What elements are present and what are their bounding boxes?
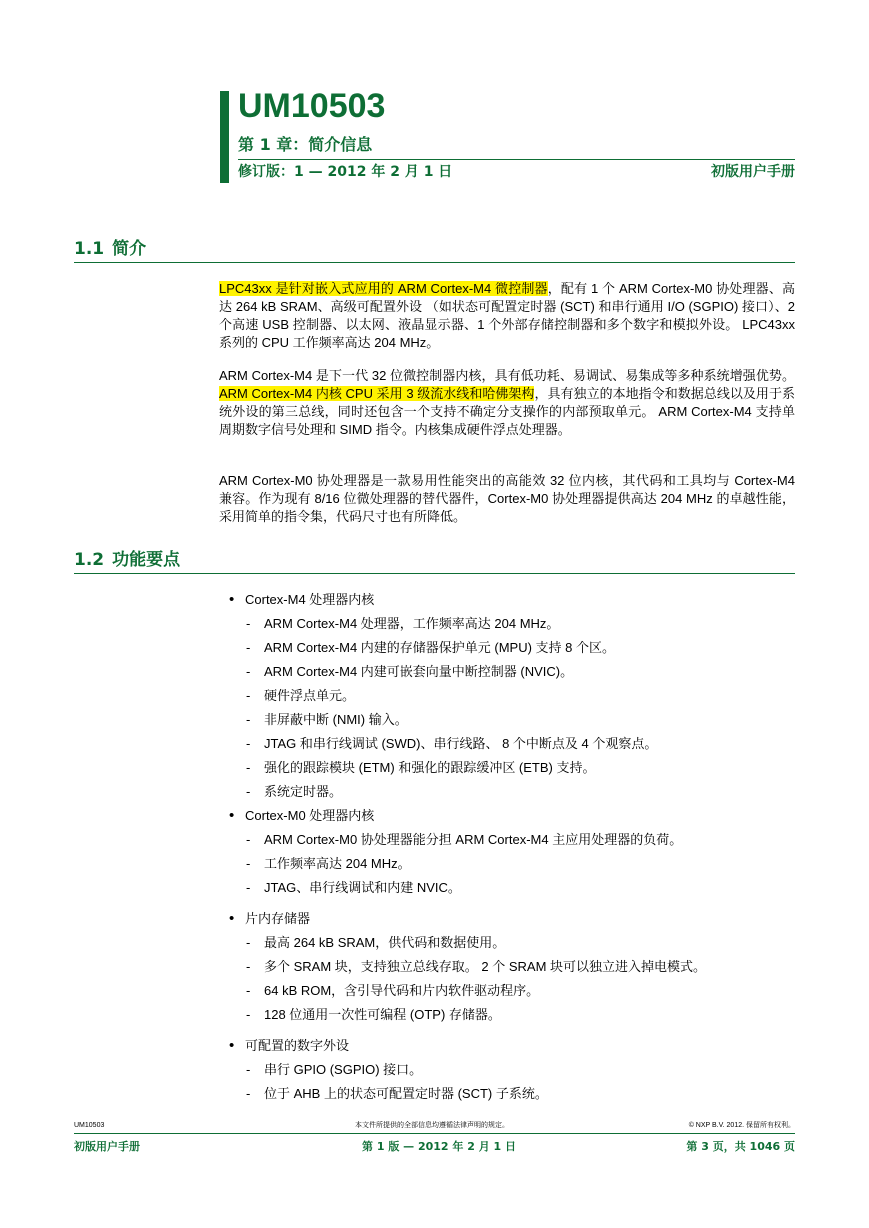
bullet-icon: • <box>229 1037 235 1054</box>
section-title: 功能要点 <box>112 550 181 570</box>
paragraph-text: ARM Cortex-M4 是下一代 32 位微控制器内核，具有低功耗、易调试、易集成等多种系统增强优势。 <box>219 368 795 383</box>
footer-divider <box>74 1133 795 1134</box>
dash-icon: - <box>246 712 251 727</box>
dash-icon: - <box>246 760 251 775</box>
feature-item-text: 串行 GPIO (SGPIO) 接口。 <box>264 1062 423 1077</box>
feature-item-text: JTAG 和串行线调试 (SWD)、串行线路、 8 个中断点及 4 个观察点。 <box>264 736 658 751</box>
feature-item-text: 非屏蔽中断 (NMI) 输入。 <box>264 712 408 727</box>
intro-paragraph-3: ARM Cortex-M0 协处理器是一款易用性能突出的高能效 32 位内核，其代码和工具均与 Cortex-M4 兼容。作为现有 8/16 位微处理器的替代器件，Cortex-M0 协处理器提供高达 204 MHz 的卓越性能，采用简单的指令集，代码尺寸也有所降低。 <box>219 473 795 524</box>
dash-icon: - <box>246 616 251 631</box>
feature-item <box>246 855 411 873</box>
dash-icon: - <box>246 736 251 751</box>
feature-item <box>246 663 573 681</box>
dash-icon: - <box>246 664 251 679</box>
feature-item <box>246 639 615 657</box>
feature-item <box>246 958 706 976</box>
footer-page-number: 第 3 页，共 1046 页 <box>686 1140 795 1153</box>
feature-item <box>246 831 682 849</box>
feature-item <box>246 982 539 1000</box>
feature-item <box>246 783 342 801</box>
dash-icon: - <box>246 784 251 799</box>
manual-type: 初版用户手册 <box>711 164 795 180</box>
dash-icon: - <box>246 1007 251 1022</box>
feature-item <box>246 759 596 777</box>
section-heading-features <box>74 548 795 574</box>
footer-edition: 第 1 版 — 2012 年 2 月 1 日 <box>362 1140 517 1153</box>
feature-item <box>246 735 657 753</box>
revision-line: 修订版：1 — 2012 年 2 月 1 日 <box>238 164 453 180</box>
feature-item <box>246 687 355 705</box>
dash-icon: - <box>246 880 251 895</box>
footer-doc-id: UM10503 <box>74 1122 105 1129</box>
feature-group <box>229 1037 349 1055</box>
feature-item-text: 64 kB ROM，含引导代码和片内软件驱动程序。 <box>264 983 540 998</box>
intro-paragraph-2 <box>219 367 795 439</box>
feature-item-text: 工作频率高达 204 MHz。 <box>264 856 411 871</box>
feature-item <box>246 1061 422 1079</box>
footer-manual-type: 初版用户手册 <box>74 1140 140 1153</box>
feature-item-text: ARM Cortex-M0 协处理器能分担 ARM Cortex-M4 主应用处理器的负荷。 <box>264 832 683 847</box>
feature-group <box>229 910 310 928</box>
paragraph-text: ，具有独立的本地指令和数据总线以及用于系统外设的第三总线，同时还包含一个支持不确定分支操作的内部预取单元。 ARM Cortex-M4 支持单周期数字信号处理和 SIMD 指令。内核集成硬件浮点处理器。 <box>219 386 795 437</box>
dash-icon: - <box>246 959 251 974</box>
feature-item-text: ARM Cortex-M4 内建的存储器保护单元 (MPU) 支持 8 个区。 <box>264 640 616 655</box>
dash-icon: - <box>246 640 251 655</box>
feature-item <box>246 615 559 633</box>
feature-group-label: 可配置的数字外设 <box>245 1038 350 1053</box>
section-number: 1.1 <box>74 239 105 259</box>
feature-group-label: 片内存储器 <box>245 911 311 926</box>
section-heading-intro <box>74 237 795 263</box>
dash-icon: - <box>246 688 251 703</box>
feature-item-text: 位于 AHB 上的状态可配置定时器 (SCT) 子系统。 <box>264 1086 548 1101</box>
dash-icon: - <box>246 983 251 998</box>
bullet-icon: • <box>229 807 235 824</box>
feature-item-text: 128 位通用一次性可编程 (OTP) 存储器。 <box>264 1007 501 1022</box>
feature-item-text: 系统定时器。 <box>264 784 343 799</box>
feature-item-text: ARM Cortex-M4 处理器，工作频率高达 204 MHz。 <box>264 616 560 631</box>
section-number: 1.2 <box>74 550 105 570</box>
dash-icon: - <box>246 1086 251 1101</box>
highlighted-text: ARM Cortex-M4 内核 CPU 采用 3 级流水线和哈佛架构 <box>219 386 535 401</box>
feature-item-text: ARM Cortex-M4 内建可嵌套向量中断控制器 (NVIC)。 <box>264 664 574 679</box>
highlighted-text: LPC43xx 是针对嵌入式应用的 ARM Cortex-M4 微控制器 <box>219 281 548 296</box>
paragraph-text: ，配有 1 个 ARM Cortex-M0 协处理器、高达 264 kB SRAM、高级可配置外设 （如状态可配置定时器 (SCT) 和串行通用 I/O (SGPIO) 接口）、2 个高速 USB 控制器、以太网、液晶显示器、1 个外部存储控制器和多个数字和模拟外设。 LPC43xx 系列的 CPU 工作频率高达 204 MHz。 <box>219 281 796 350</box>
feature-group-label: Cortex-M0 处理器内核 <box>245 808 375 823</box>
footer-copyright: © NXP B.V. 2012. 保留所有权利。 <box>688 1122 795 1129</box>
intro-paragraph-1 <box>219 280 795 352</box>
header-divider <box>238 159 795 160</box>
section-title: 简介 <box>112 239 147 259</box>
feature-item-text: JTAG、串行线调试和内建 NVIC。 <box>264 880 461 895</box>
feature-group <box>229 591 374 609</box>
dash-icon: - <box>246 832 251 847</box>
dash-icon: - <box>246 935 251 950</box>
bullet-icon: • <box>229 591 235 608</box>
document-id: UM10503 <box>238 87 386 125</box>
footer-legal-notice: 本文件所提供的全部信息均遵循法律声明的规定。 <box>355 1122 509 1129</box>
chapter-title: 第 1 章：简介信息 <box>238 135 373 154</box>
feature-item <box>246 1085 548 1103</box>
feature-item-text: 强化的跟踪模块 (ETM) 和强化的跟踪缓冲区 (ETB) 支持。 <box>264 760 596 775</box>
feature-item-text: 多个 SRAM 块，支持独立总线存取。 2 个 SRAM 块可以独立进入掉电模式。 <box>264 959 707 974</box>
feature-item-text: 最高 264 kB SRAM，供代码和数据使用。 <box>264 935 506 950</box>
feature-group-label: Cortex-M4 处理器内核 <box>245 592 375 607</box>
feature-item-text: 硬件浮点单元。 <box>264 688 356 703</box>
feature-item <box>246 1006 501 1024</box>
feature-item <box>246 711 408 729</box>
dash-icon: - <box>246 1062 251 1077</box>
header-accent-bar <box>220 91 229 183</box>
feature-item <box>246 879 461 897</box>
feature-group <box>229 807 374 825</box>
dash-icon: - <box>246 856 251 871</box>
feature-item <box>246 934 505 952</box>
bullet-icon: • <box>229 910 235 927</box>
